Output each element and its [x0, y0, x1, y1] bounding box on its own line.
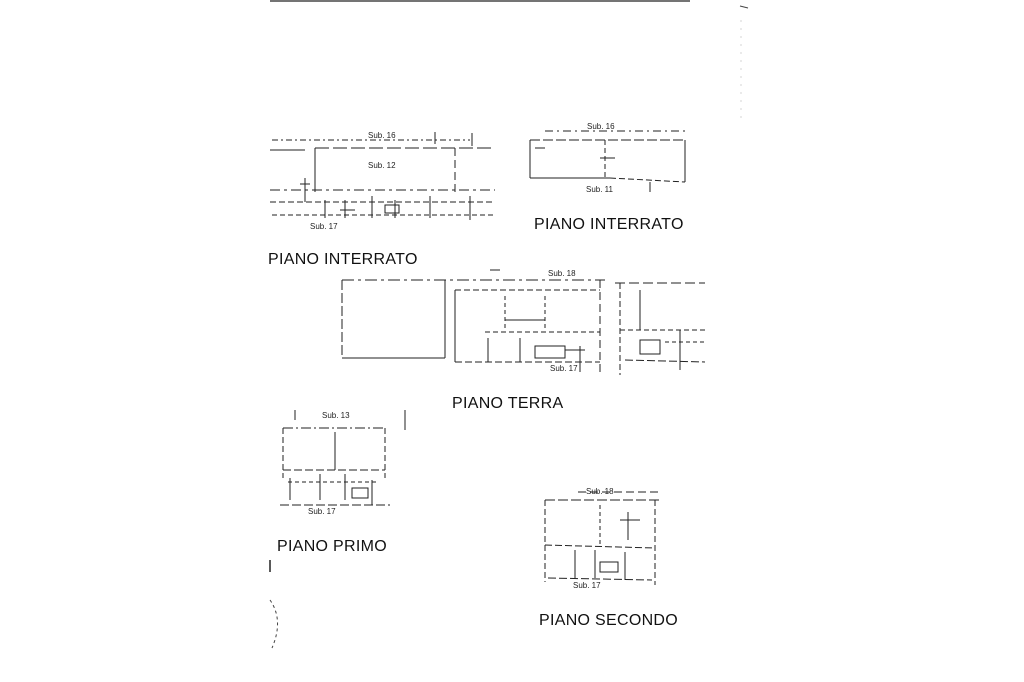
caption-piano-secondo: PIANO SECONDO — [539, 612, 679, 629]
sub-label: Sub. 16 — [587, 122, 615, 131]
plan-ground — [342, 270, 705, 375]
sub-label: Sub. 17 — [573, 581, 601, 590]
sub-label: Sub. 11 — [586, 185, 613, 194]
sub-label: Sub. 13 — [322, 411, 350, 420]
caption-piano-interrato-left: PIANO INTERRATO — [268, 251, 418, 268]
caption-piano-interrato-right: PIANO INTERRATO — [534, 216, 684, 233]
sub-label: Sub. 18 — [586, 487, 614, 496]
sub-label: Sub. 17 — [310, 222, 338, 231]
sub-label: Sub. 12 — [368, 161, 396, 170]
plan-basement-left — [270, 132, 495, 220]
sub-label: Sub. 17 — [550, 364, 578, 373]
plan-basement-right — [530, 131, 685, 192]
sub-label: Sub. 18 — [548, 269, 576, 278]
plan-first — [280, 410, 405, 505]
caption-piano-terra: PIANO TERRA — [452, 395, 564, 412]
caption-piano-primo: PIANO PRIMO — [277, 538, 387, 555]
sub-label: Sub. 16 — [368, 131, 396, 140]
sub-label: Sub. 17 — [308, 507, 336, 516]
plan-second — [545, 492, 660, 585]
